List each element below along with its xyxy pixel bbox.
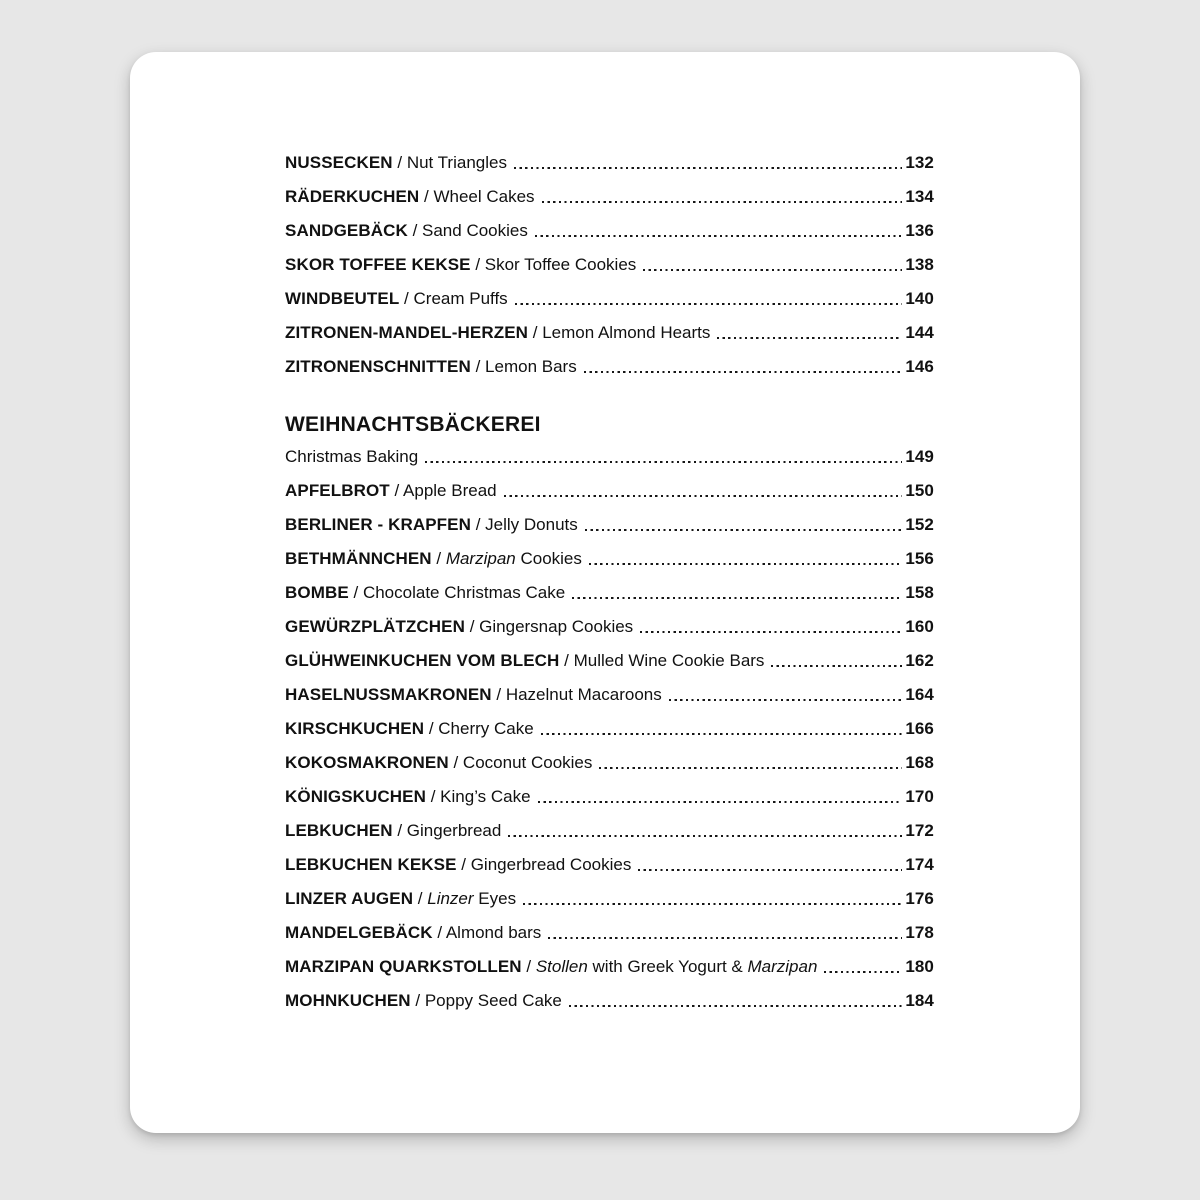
entry-title: [285, 814, 501, 848]
entry-separator: /: [392, 153, 407, 172]
entry-title-german: BERLINER - KRAPFEN: [285, 515, 471, 534]
dot-leader: [572, 597, 902, 599]
entry-separator: /: [413, 889, 428, 908]
entry-page-number: 132: [905, 153, 934, 172]
entry-title-english: Poppy Seed Cake: [424, 991, 562, 1010]
entry-title-english: Cream Puffs: [413, 289, 508, 308]
dot-leader: [425, 461, 902, 463]
toc-entry: [285, 180, 934, 214]
entry-title-german: APFELBROT: [285, 481, 390, 500]
entry-separator: /: [491, 685, 506, 704]
entry-title: [285, 180, 535, 214]
entry-separator: /: [399, 289, 414, 308]
toc-entry: [285, 316, 934, 350]
entry-title-english: Sand Cookies: [422, 221, 528, 240]
entry-title-english: Gingerbread Cookies: [470, 855, 632, 874]
toc-entry: [285, 848, 934, 882]
entry-title-english: Jelly Donuts: [485, 515, 578, 534]
toc-entry: [285, 146, 934, 180]
entry-separator: /: [426, 787, 441, 806]
entry-title: [285, 882, 516, 916]
entry-separator: /: [432, 923, 446, 942]
entry-page-number: 184: [905, 991, 934, 1010]
toc-entry: [285, 678, 934, 712]
entry-title: [285, 146, 507, 180]
entry-page-number: 172: [905, 821, 934, 840]
dot-leader: [599, 767, 902, 769]
entry-title-english: Cherry Cake: [438, 719, 534, 738]
entry-separator: /: [389, 481, 404, 500]
entry-title-german: KÖNIGSKUCHEN: [285, 787, 426, 806]
entry-title: [285, 316, 710, 350]
entry-title-german: MANDELGEBÄCK: [285, 923, 433, 942]
dot-leader: [538, 801, 903, 803]
entry-title-german: MOHNKUCHEN: [285, 991, 411, 1010]
entry-separator: /: [448, 753, 463, 772]
entry-separator: /: [464, 617, 480, 636]
dot-leader: [643, 269, 902, 271]
entry-title-german: LEBKUCHEN: [285, 821, 393, 840]
dot-leader: [548, 937, 902, 939]
entry-title-german: NUSSECKEN: [285, 153, 393, 172]
dot-leader: [508, 835, 902, 837]
entry-title-english: Almond bars: [445, 923, 542, 942]
entry-title: [285, 508, 578, 542]
entry-title: [285, 678, 662, 712]
entry-title: [285, 950, 817, 984]
toc-section: [285, 146, 934, 384]
toc: [130, 52, 1080, 1018]
entry-title-german: GEWÜRZPLÄTZCHEN: [285, 617, 465, 636]
dot-leader: [541, 733, 903, 735]
entry-page-number: 162: [905, 651, 934, 670]
entry-page-number: 149: [905, 447, 934, 466]
toc-entry: [285, 814, 934, 848]
entry-separator: /: [419, 187, 434, 206]
entry-title: [285, 542, 582, 576]
entry-title-german: LINZER AUGEN: [285, 889, 414, 908]
entry-title: [285, 214, 528, 248]
toc-entry: [285, 576, 934, 610]
dot-leader: [585, 529, 903, 531]
entry-page-number: 180: [905, 957, 934, 976]
entry-page-number: 140: [905, 289, 934, 308]
toc-section: [285, 409, 934, 1018]
toc-entry: [285, 474, 934, 508]
dot-leader: [717, 337, 902, 339]
entry-title-english: Skor Toffee Cookies: [484, 255, 637, 274]
entry-title: [285, 248, 636, 282]
entry-page-number: 178: [905, 923, 934, 942]
entry-title-german: MARZIPAN QUARKSTOLLEN: [285, 957, 522, 976]
entry-title-german: GLÜHWEINKUCHEN VOM BLECH: [285, 651, 560, 670]
entry-page-number: 150: [905, 481, 934, 500]
toc-entry: [285, 780, 934, 814]
entry-page-number: 174: [905, 855, 934, 874]
dot-leader: [640, 631, 902, 633]
entry-separator: /: [470, 255, 485, 274]
entry-title: [285, 644, 764, 678]
dot-leader: [523, 903, 902, 905]
toc-entry: [285, 950, 934, 984]
entry-title: [285, 746, 592, 780]
entry-title-german: WINDBEUTEL: [285, 289, 400, 308]
entry-separator: /: [348, 583, 363, 602]
entry-page-number: 136: [905, 221, 934, 240]
entry-page-number: 166: [905, 719, 934, 738]
entry-page-number: 144: [905, 323, 934, 342]
entry-title-english: Nut Triangles: [406, 153, 507, 172]
entry-title-german: HASELNUSSMAKRONEN: [285, 685, 492, 704]
entry-title-english: Gingersnap Cookies: [479, 617, 634, 636]
toc-entry: [285, 746, 934, 780]
entry-title-english: Wheel Cakes: [433, 187, 535, 206]
entry-title: [285, 712, 534, 746]
entry-separator: /: [456, 855, 471, 874]
entry-title: [285, 474, 497, 508]
entry-page-number: 158: [905, 583, 934, 602]
entry-title-english: Chocolate Christmas Cake: [362, 583, 566, 602]
entry-page-number: 146: [905, 357, 934, 376]
entry-title-german: BOMBE: [285, 583, 349, 602]
entry-title-german: SKOR TOFFEE KEKSE: [285, 255, 471, 274]
dot-leader: [771, 665, 902, 667]
entry-separator: /: [470, 515, 486, 534]
entry-title-german: BETHMÄNNCHEN: [285, 549, 432, 568]
entry-page-number: 156: [905, 549, 934, 568]
toc-entry: [285, 916, 934, 950]
entry-page-number: 176: [905, 889, 934, 908]
entry-title-english: Eyes: [473, 889, 517, 908]
toc-page: [130, 52, 1080, 1133]
entry-separator: /: [559, 651, 574, 670]
toc-entry: [285, 282, 934, 316]
entry-separator: /: [528, 323, 543, 342]
dot-leader: [589, 563, 902, 565]
entry-title-english: Linzer: [427, 889, 474, 908]
toc-entry: [285, 712, 934, 746]
entry-page-number: 168: [905, 753, 934, 772]
entry-page-number: 170: [905, 787, 934, 806]
entry-separator: /: [521, 957, 536, 976]
entry-title: [285, 350, 577, 384]
entry-separator: /: [410, 991, 425, 1010]
section-heading: WEIHNACHTSBÄCKEREI: [285, 413, 541, 436]
toc-entry: [285, 508, 934, 542]
entry-title-english: Christmas Baking: [285, 447, 419, 466]
toc-entry: [285, 984, 934, 1018]
dot-leader: [638, 869, 902, 871]
toc-entry: [285, 214, 934, 248]
entry-title: [285, 576, 565, 610]
entry-title-english: Marzipan: [747, 957, 818, 976]
toc-entry: [285, 882, 934, 916]
entry-title: [285, 282, 508, 316]
entry-title-english: Coconut Cookies: [462, 753, 593, 772]
toc-entry: [285, 610, 934, 644]
dot-leader: [669, 699, 903, 701]
entry-separator: /: [431, 549, 446, 568]
entry-separator: /: [424, 719, 439, 738]
entry-title-english: Mulled Wine Cookie Bars: [573, 651, 765, 670]
entry-title-german: LEBKUCHEN KEKSE: [285, 855, 457, 874]
entry-title-english: King’s Cake: [440, 787, 531, 806]
entry-separator: /: [470, 357, 486, 376]
dot-leader: [504, 495, 903, 497]
entry-page-number: 164: [905, 685, 934, 704]
entry-title-german: ZITRONENSCHNITTEN: [285, 357, 471, 376]
toc-entry: [285, 542, 934, 576]
entry-page-number: 152: [905, 515, 934, 534]
entry-page-number: 138: [905, 255, 934, 274]
toc-entry: [285, 350, 934, 384]
toc-entry: [285, 248, 934, 282]
entry-title-english: Stollen: [535, 957, 588, 976]
dot-leader: [569, 1005, 902, 1007]
entry-title: [285, 848, 631, 882]
entry-title-english: Hazelnut Macaroons: [505, 685, 662, 704]
entry-title-german: RÄDERKUCHEN: [285, 187, 420, 206]
dot-leader: [514, 167, 902, 169]
entry-page-number: 160: [905, 617, 934, 636]
entry-title-german: KIRSCHKUCHEN: [285, 719, 425, 738]
entry-separator: /: [407, 221, 423, 240]
entry-title: [285, 780, 531, 814]
entry-title-english: Gingerbread: [406, 821, 502, 840]
dot-leader: [515, 303, 903, 305]
toc-entry: [285, 440, 934, 474]
entry-separator: /: [392, 821, 407, 840]
entry-title-english: Lemon Almond Hearts: [542, 323, 711, 342]
entry-page-number: 134: [905, 187, 934, 206]
entry-title: [285, 610, 633, 644]
toc-entry: [285, 644, 934, 678]
dot-leader: [542, 201, 903, 203]
entry-title-english: Marzipan: [445, 549, 516, 568]
dot-leader: [535, 235, 902, 237]
dot-leader: [824, 971, 902, 973]
entry-title-english: Apple Bread: [403, 481, 497, 500]
entry-title: [285, 916, 541, 950]
dot-leader: [584, 371, 903, 373]
entry-title-german: ZITRONEN-MANDEL-HERZEN: [285, 323, 529, 342]
entry-title: [285, 984, 562, 1018]
entry-title-german: SANDGEBÄCK: [285, 221, 408, 240]
entry-title-english: with Greek Yogurt &: [587, 957, 748, 976]
entry-title-english: Cookies: [515, 549, 582, 568]
entry-title-english: Lemon Bars: [485, 357, 577, 376]
entry-title: [285, 440, 418, 474]
entry-title-german: KOKOSMAKRONEN: [285, 753, 449, 772]
